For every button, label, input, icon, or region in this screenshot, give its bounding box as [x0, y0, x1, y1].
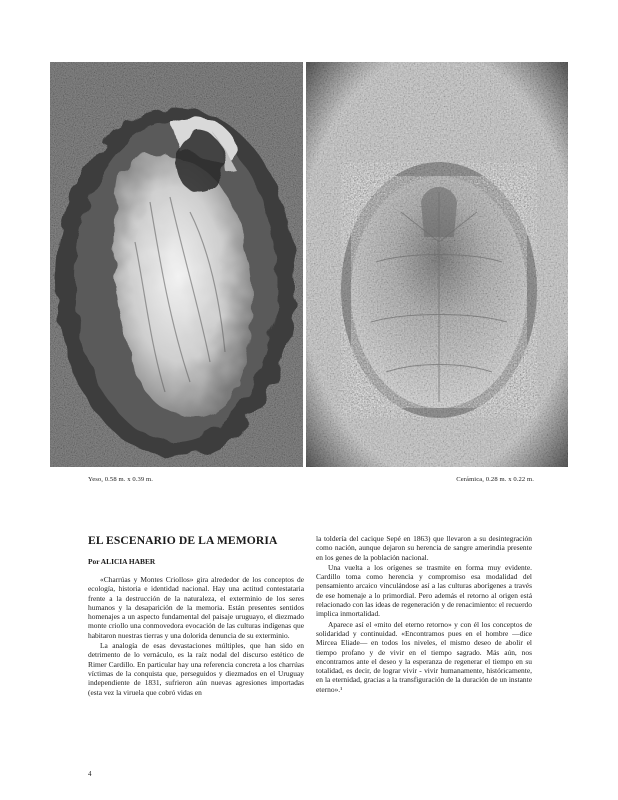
left-figure-caption: Yeso, 0.58 m. x 0.39 m.	[88, 476, 154, 483]
paragraph: la toldería del cacique Sepé en 1863) que llevaron a su desintegración como nación, aunque dejaron su herencia de sangre amerindia presente en los genes de la población nacional.	[316, 534, 532, 562]
ceramic-shell-image	[306, 62, 568, 467]
right-figure-caption: Cerámica, 0.28 m. x 0.22 m.	[456, 476, 534, 483]
paragraph: Aparece así el «mito del eterno retorno» y con él los conceptos de solidaridad y continuidad. «Encontramos pues en el hombre —dice Mircea Eliade— en todos los niveles, el mismo deseo de abolir el tiempo profano y de vivir en el tiempo sagrado. Más aún, nos encontramos ante el deseo y la esperanza de regenerar el tiempo en su totalidad, es decir, de lograr vivir - vivir humanamente, históricamente, en la eternidad, gracias a la transfiguración de la duración de un instante eterno».¹	[316, 619, 532, 694]
page-number: 4	[88, 770, 92, 778]
article-left-column	[88, 575, 304, 697]
paragraph: «Charrúas y Montes Criollos» gira alrededor de los conceptos de ecología, historia e identidad nacional. Hay una actitud contestataria frente a la destrucción de la naturaleza, el exterminio de los seres humanos y la desaparición de la memoria. Están presentes sentidos homenajes a un aspecto fundamental del paisaje uruguayo, el diezmado monte criollo una conmovedora evocación de las culturas indígenas que habitaron nuestras tierras y una dolorida denuncia de su exterminio.	[88, 575, 304, 640]
plaster-bird-photo	[50, 62, 303, 467]
article-title: EL ESCENARIO DE LA MEMORIA	[88, 534, 278, 547]
plaster-bird-image	[50, 62, 303, 467]
article-right-column	[316, 534, 532, 694]
paragraph: Una vuelta a los orígenes se trasmite en forma muy evidente. Cardillo toma como herencia y compromiso esa modalidad del pensamiento arcaico vinculándose así a las culturas aborígenes a través de ese homenaje a lo primordial. Pero además el retorno al origen está relacionado con las ideas de regeneración y de renacimiento: el recuerdo implica inmortalidad.	[316, 562, 532, 619]
ceramic-shell-photo	[306, 62, 568, 467]
article-byline: Por ALICIA HABER	[88, 557, 156, 566]
paragraph: La analogía de esas devastaciones múltiples, que han sido en detrimento de lo vernáculo, es la raíz nodal del discurso estético de Rimer Cardillo. En particular hay una referencia concreta a los charrúas víctimas de la conquista que, perseguidos y diezmados en el Uruguay independiente de 1831, sufrieron aún nuevas agresiones importadas (esta vez la viruela que cobró vidas en	[88, 641, 304, 697]
